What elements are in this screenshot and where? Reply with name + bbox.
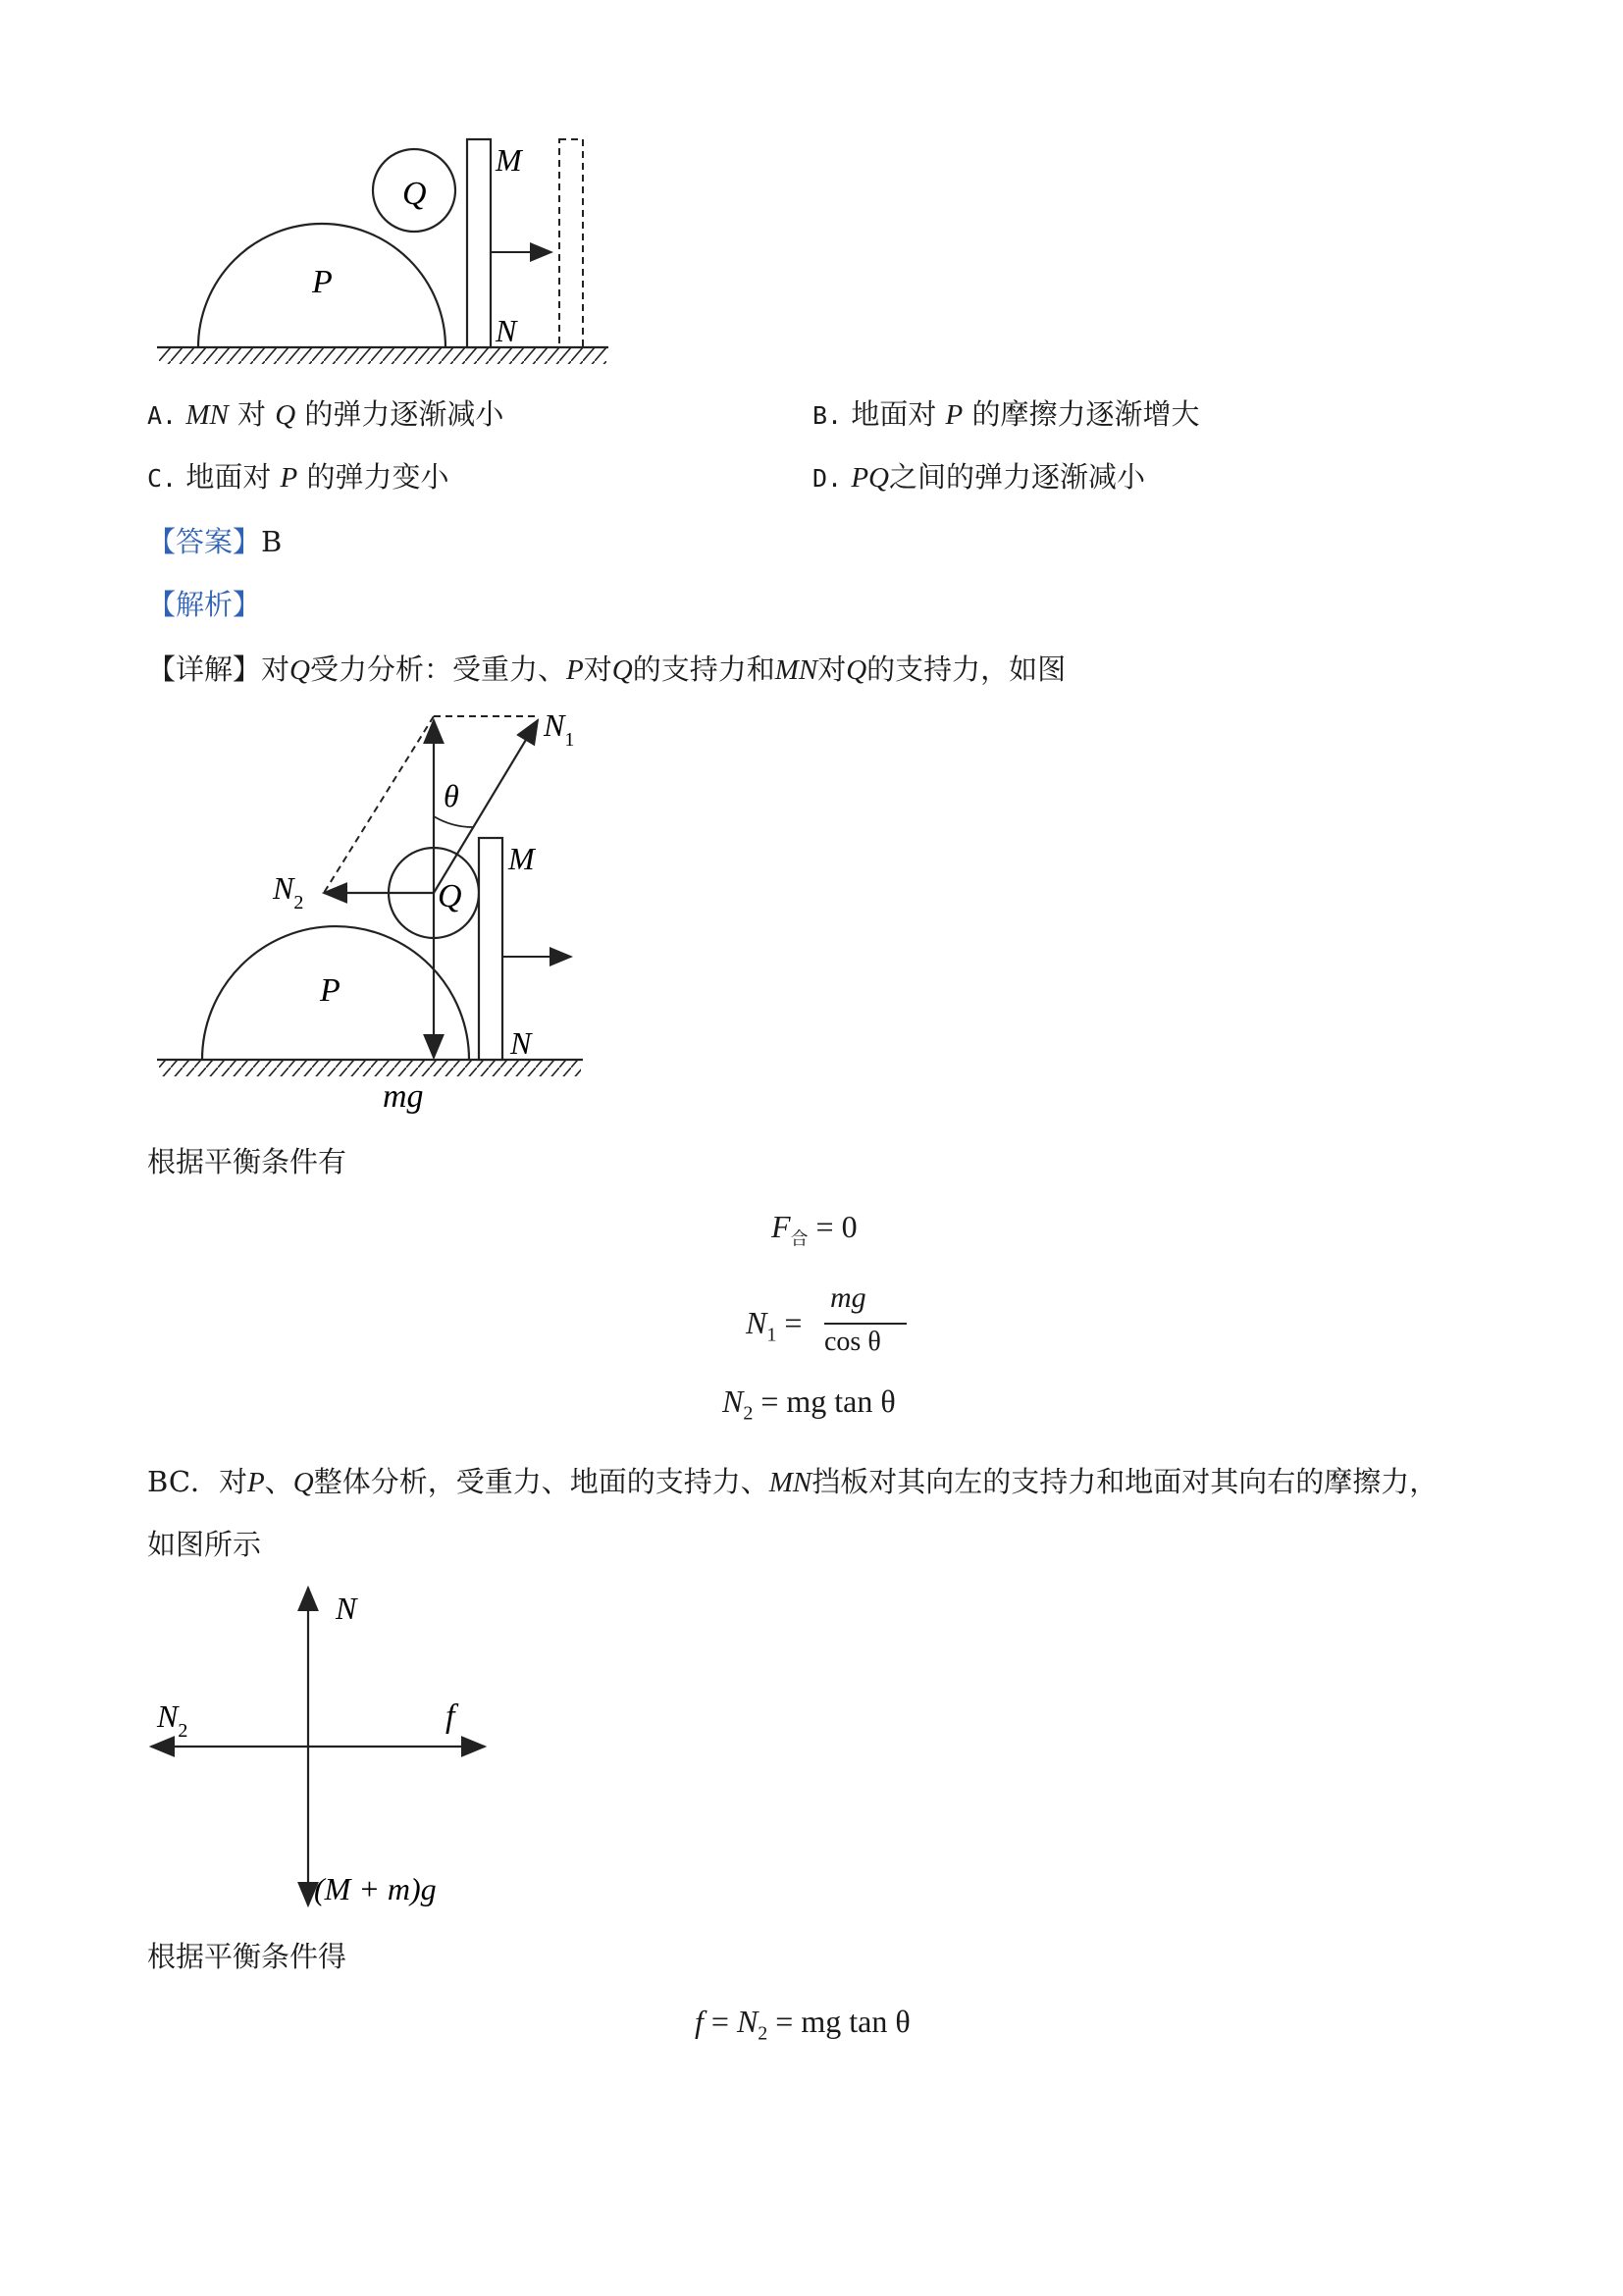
label-n: N xyxy=(510,1025,532,1061)
formula-net-force: $F_合 = 0$ xyxy=(771,1209,858,1249)
label-f: f xyxy=(445,1698,455,1735)
label-mg: mg xyxy=(383,1078,424,1115)
board-mn xyxy=(467,139,491,347)
ground-hatching xyxy=(159,348,606,364)
label-n: N xyxy=(336,1591,357,1626)
option-d[interactable]: D. PQ之间的弹力逐渐减小 xyxy=(812,460,1146,494)
label-p: P xyxy=(320,972,340,1009)
answer-line xyxy=(147,522,282,561)
para-balance-1: 根据平衡条件有 xyxy=(147,1145,347,1178)
para-bc-line-1: BC．对P、Q整体分析，受重力、地面的支持力、MN挡板对其向左的支持力和地面对其向右的摩擦力， xyxy=(147,1465,1439,1498)
label-q: Q xyxy=(402,176,427,212)
label-n2: $N_2$ xyxy=(273,870,304,913)
para-balance-2: 根据平衡条件得 xyxy=(147,1940,347,1973)
figure-2-force-analysis xyxy=(147,697,599,1128)
answer-tag: 【答案】 xyxy=(147,525,262,558)
board-mn xyxy=(479,838,502,1060)
figure-1-setup xyxy=(147,128,628,373)
label-weight: (M + m)g xyxy=(314,1871,437,1906)
figure-3-whole-force-diagram xyxy=(147,1580,520,1923)
option-b-letter: B. xyxy=(812,401,843,430)
option-a-letter: A. xyxy=(147,401,178,430)
option-b[interactable]: B. 地面对 P 的摩擦力逐渐增大 xyxy=(812,397,1200,431)
n1-numerator: mg xyxy=(830,1281,866,1314)
label-p: P xyxy=(312,264,333,300)
formula-n2: $N_2$ = mg tan θ xyxy=(722,1383,896,1425)
label-m: M xyxy=(508,841,535,876)
board-mn-moved-dashed xyxy=(559,139,583,347)
label-m: M xyxy=(496,142,522,178)
theta-arc xyxy=(434,816,473,827)
label-n1: $N_1$ xyxy=(544,707,575,751)
formula-friction: $f = N_2$ = mg tan θ xyxy=(695,2004,911,2045)
option-d-letter: D. xyxy=(812,464,843,493)
label-q: Q xyxy=(438,878,462,914)
detail-line: 【详解】对Q受力分析：受重力、P对Q的支持力和MN对Q的支持力，如图 xyxy=(147,652,1067,686)
analysis-tag: 【解析】 xyxy=(147,588,262,621)
fraction-bar xyxy=(824,1323,907,1325)
label-theta: θ xyxy=(444,778,459,813)
detail-tag: 【详解】 xyxy=(147,652,262,686)
option-c[interactable]: C. 地面对 P 的弹力变小 xyxy=(147,460,449,494)
label-n2: $N_2$ xyxy=(157,1698,188,1742)
option-a[interactable]: A. MN 对 Q 的弹力逐渐减小 xyxy=(147,397,504,431)
answer-value: B xyxy=(261,525,283,558)
para-bc-line-2: 如图所示 xyxy=(147,1528,262,1561)
ground-hatching xyxy=(159,1061,581,1076)
option-c-letter: C. xyxy=(147,464,178,493)
label-n: N xyxy=(496,313,517,348)
n1-denominator: cos θ xyxy=(824,1327,881,1357)
